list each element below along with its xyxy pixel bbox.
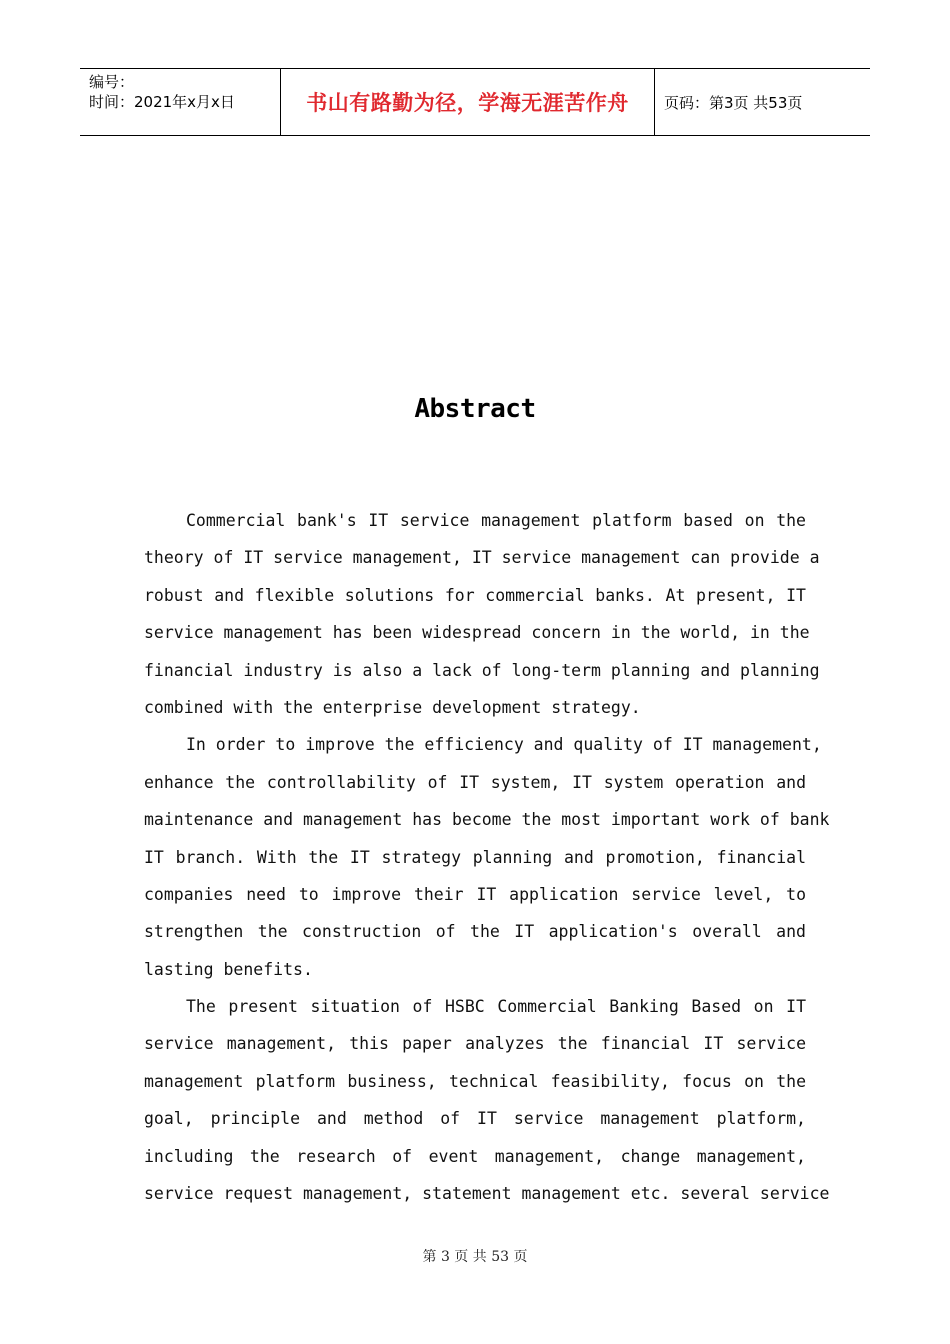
text-line: service management has been widespread concern in the world, in the: [144, 623, 810, 643]
text-line: IT branch. With the IT strategy planning and promotion, financial: [144, 847, 806, 867]
document-time-label: 时间：2021年x月x日: [89, 93, 235, 111]
text-line: financial industry is also a lack of long-term planning and planning: [144, 660, 820, 680]
text-line: robust and flexible solutions for commercial banks. At present, IT: [144, 585, 806, 605]
abstract-paragraph: [144, 726, 830, 988]
text-line: service request management, statement management etc. several service: [144, 1184, 830, 1204]
text-line: lasting benefits.: [144, 959, 313, 979]
header-page-cell: [655, 69, 870, 135]
header-motto-cell: [281, 69, 655, 135]
page-title: Abstract: [414, 394, 536, 424]
text-line: goal, principle and method of IT service management platform,: [144, 1109, 806, 1129]
document-number-label: 编号：: [89, 73, 135, 91]
abstract-paragraph: [144, 502, 820, 726]
text-line: The present situation of HSBC Commercial Banking Based on IT: [186, 997, 806, 1017]
header-motto: 书山有路勤为径，学海无涯苦作舟: [306, 91, 629, 115]
text-line: companies need to improve their IT application service level, to: [144, 884, 806, 904]
header-page-info: 页码：第3页 共53页: [664, 93, 803, 112]
text-line: Commercial bank's IT service management platform based on the: [186, 511, 806, 530]
page-footer: 第 3 页 共 53 页: [422, 1249, 528, 1265]
text-line: maintenance and management has become the most important work of bank: [144, 810, 830, 830]
text-line: In order to improve the efficiency and quality of IT management,: [186, 735, 822, 755]
abstract-body: [144, 502, 830, 1212]
abstract-paragraph: [144, 988, 830, 1212]
text-line: strengthen the construction of the IT application's overall and: [144, 922, 806, 942]
text-line: management platform business, technical feasibility, focus on the: [144, 1071, 806, 1091]
text-line: including the research of event management, change management,: [144, 1146, 806, 1166]
header-left-cell: [80, 69, 281, 135]
text-line: theory of IT service management, IT service management can provide a: [144, 548, 820, 568]
page-header: [80, 68, 870, 136]
text-line: service management, this paper analyzes the financial IT service: [144, 1034, 806, 1054]
text-line: combined with the enterprise development strategy.: [144, 697, 641, 717]
text-line: enhance the controllability of IT system, IT system operation and: [144, 772, 806, 792]
